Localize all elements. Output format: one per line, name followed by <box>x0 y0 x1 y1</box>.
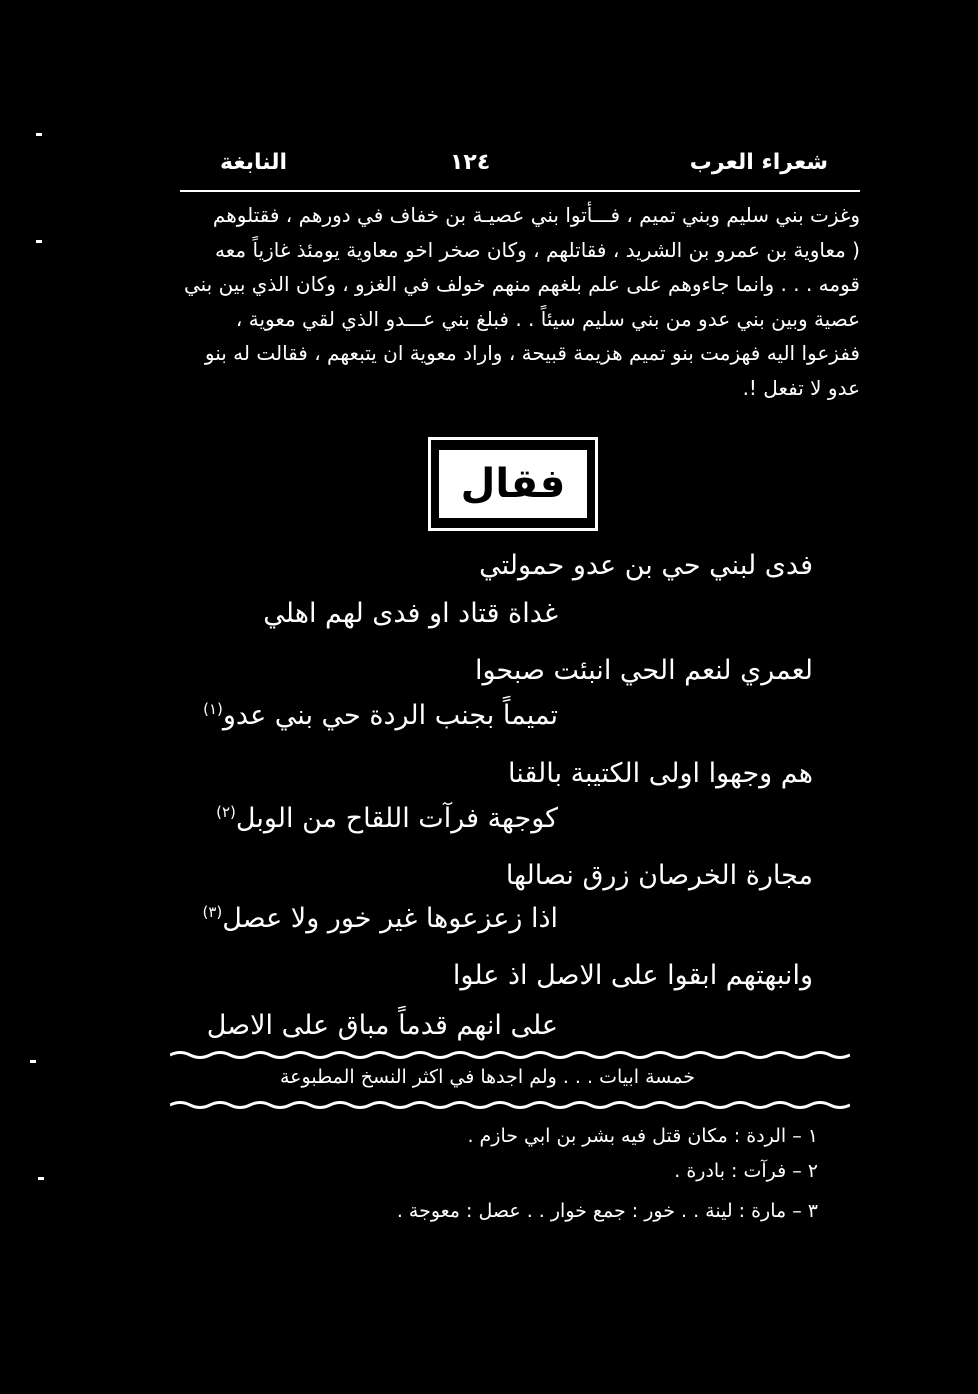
wavy-rule-top <box>170 1050 850 1060</box>
verse-5-first-hemistich: وانبهتهم ابقوا على الاصل اذ علوا <box>452 960 813 991</box>
footnote-marker-3: (٣) <box>202 903 223 921</box>
footnote-marker-2: (٢) <box>216 803 236 821</box>
footnote-marker-1: (١) <box>203 700 223 718</box>
verse-4-second-text: اذا زعزعوها غير خور ولا عصل <box>222 903 558 934</box>
verse-2-second-hemistich <box>203 700 558 731</box>
section-title: فقال <box>439 450 587 518</box>
prose-line: عصية وبين بني عدو من بني سليم سيئاً . . فبلغ بني عـــدو الذي لقي معوية ، <box>235 306 860 331</box>
scan-speck <box>36 240 42 243</box>
verse-1-first-hemistich: فدى لبني حي بن عدو حمولتي <box>479 550 813 581</box>
prose-line: وغزت بني سليم وبني تميم ، فـــأتوا بني عصيـة بن خفاف في دورهم ، فقتلوهم <box>212 203 860 227</box>
verse-4-second-hemistich <box>202 903 558 934</box>
verse-5-second-hemistich: على انهم قدماً مباق على الاصل <box>206 1010 558 1041</box>
scan-speck <box>38 1177 44 1180</box>
footnote-1: ١ – الردة : مكان قتل فيه بشر بن ابي حازم . <box>467 1125 818 1147</box>
verse-3-second-text: كوجهة فرآت اللقاح من الوبل <box>235 803 558 834</box>
wavy-rule-bottom <box>170 1100 850 1110</box>
running-header-right: شعراء العرب <box>689 150 828 175</box>
verse-3-first-hemistich: هم وجهوا اولى الكتيبة بالقنا <box>508 758 813 789</box>
prose-line: قومه . . . وانما جاءوهم على علم بلغهم منهم خولف في الغزو ، وكان الذي بين بني <box>183 272 860 296</box>
prose-line: ( معاوية بن عمرو بن الشريد ، فقاتلهم ، وكان صخر اخو معاوية يومئذ غازياً معه <box>215 237 860 262</box>
section-title-box <box>428 437 598 531</box>
scan-speck <box>36 133 42 136</box>
header-rule <box>180 190 860 192</box>
verse-4-first-hemistich: مجارة الخرصان زرق نصالها <box>505 860 813 891</box>
verse-2-second-text: تميماً بجنب الردة حي بني عدو <box>222 700 558 731</box>
scan-speck <box>30 1060 36 1063</box>
page-number: ١٢٤ <box>450 150 491 175</box>
editor-note: خمسة ابيات . . . ولم اجدها في اكثر النسخ المطبوعة <box>280 1066 695 1088</box>
verse-3-second-hemistich <box>216 803 558 834</box>
footnote-3: ٣ – مارة : لينة . . خور : جمع خوار . . عصل : معوجة . <box>396 1200 818 1222</box>
prose-line: ففزعوا اليه فهزمت بنو تميم هزيمة قبيحة ، واراد معوية ان يتبعهم ، فقالت له بنو <box>204 341 860 365</box>
footnote-2: ٢ – فرآت : بادرة . <box>674 1160 818 1182</box>
verse-2-first-hemistich: لعمري لنعم الحي انبئت صبحوا <box>474 655 813 686</box>
prose-paragraph <box>170 198 860 405</box>
verse-1-second-hemistich: غداة قتاد او فدى لهم اهلي <box>263 598 558 629</box>
running-header-left: النابغة <box>220 150 288 175</box>
prose-line: عدو لا تفعل !. <box>742 375 860 400</box>
